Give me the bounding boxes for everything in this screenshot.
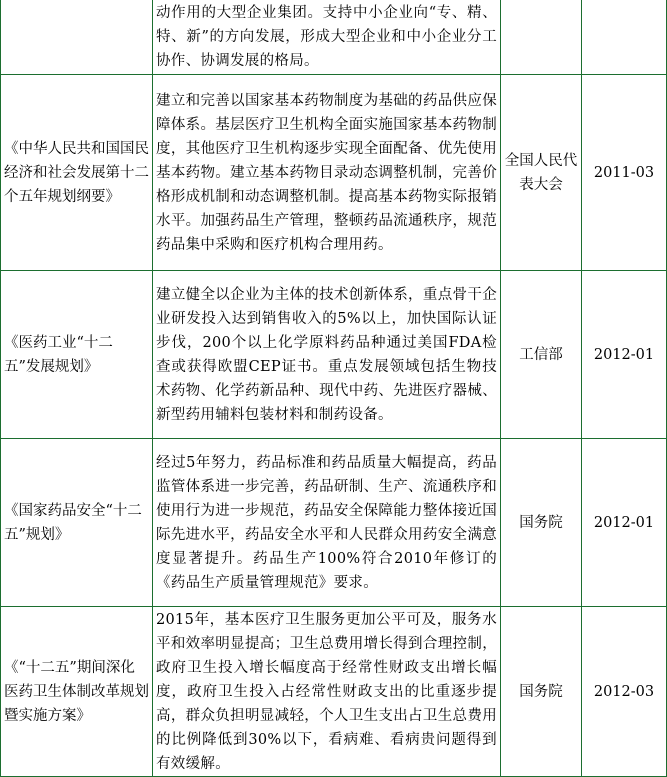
policy-content: 2015年，基本医疗卫生服务更加公平可及，服务水平和效率明显提高；卫生总费用增长得到合理控制，政府卫生投入增长幅度高于经常性财政支出增长幅度，政府卫生投入占经常性财政支出的比重逐步提高，群众负担明显减轻，个人卫生支出占卫生总费用的比例降低到30%以下，看病难、看病贵问题得到有效缓解。 xyxy=(153,607,501,777)
policy-issuer: 全国人民代表大会 xyxy=(501,75,582,271)
policy-date: 2012-03 xyxy=(582,607,667,777)
policy-issuer: 国务院 xyxy=(501,607,582,777)
table-row xyxy=(1,75,667,271)
policy-name: 《医药工业“十二五”发展规划》 xyxy=(1,271,153,439)
table-row xyxy=(1,607,667,777)
policy-content: 动作用的大型企业集团。支持中小企业向“专、精、特、新”的方向发展，形成大型企业和中小企业分工协作、协调发展的格局。 xyxy=(153,0,501,75)
policy-name xyxy=(1,0,153,75)
table-row xyxy=(1,271,667,439)
policy-issuer: 工信部 xyxy=(501,271,582,439)
policy-name: 《国家药品安全“十二五”规划》 xyxy=(1,439,153,607)
policy-content: 建立健全以企业为主体的技术创新体系，重点骨干企业研发投入达到销售收入的5%以上，加快国际认证步伐，200个以上化学原料药品种通过美国FDA检查或获得欧盟CEP证书。重点发展领域包括生物技术药物、化学药新品种、现代中药、先进医疗器械、新型药用辅料包装材料和制药设备。 xyxy=(153,271,501,439)
policy-name: 《“十二五”期间深化医药卫生体制改革规划暨实施方案》 xyxy=(1,607,153,777)
table-row xyxy=(1,0,667,75)
policy-name: 《中华人民共和国国民经济和社会发展第十二个五年规划纲要》 xyxy=(1,75,153,271)
policy-issuer xyxy=(501,0,582,75)
policy-date: 2012-01 xyxy=(582,439,667,607)
policy-content: 经过5年努力，药品标准和药品质量大幅提高，药品监管体系进一步完善，药品研制、生产、流通秩序和使用行为进一步规范，药品安全保障能力整体接近国际先进水平，药品安全水平和人民群众用药安全满意度显著提升。药品生产100%符合2010年修订的《药品生产质量管理规范》要求。 xyxy=(153,439,501,607)
policy-date: 2011-03 xyxy=(582,75,667,271)
table-row xyxy=(1,439,667,607)
policy-date: 2012-01 xyxy=(582,271,667,439)
policy-issuer: 国务院 xyxy=(501,439,582,607)
policy-content: 建立和完善以国家基本药物制度为基础的药品供应保障体系。基层医疗卫生机构全面实施国家基本药物制度，其他医疗卫生机构逐步实现全面配备、优先使用基本药物。建立基本药物目录动态调整机制，完善价格形成机制和动态调整机制。提高基本药物实际报销水平。加强药品生产管理，整顿药品流通秩序，规范药品集中采购和医疗机构合理用药。 xyxy=(153,75,501,271)
policy-date xyxy=(582,0,667,75)
